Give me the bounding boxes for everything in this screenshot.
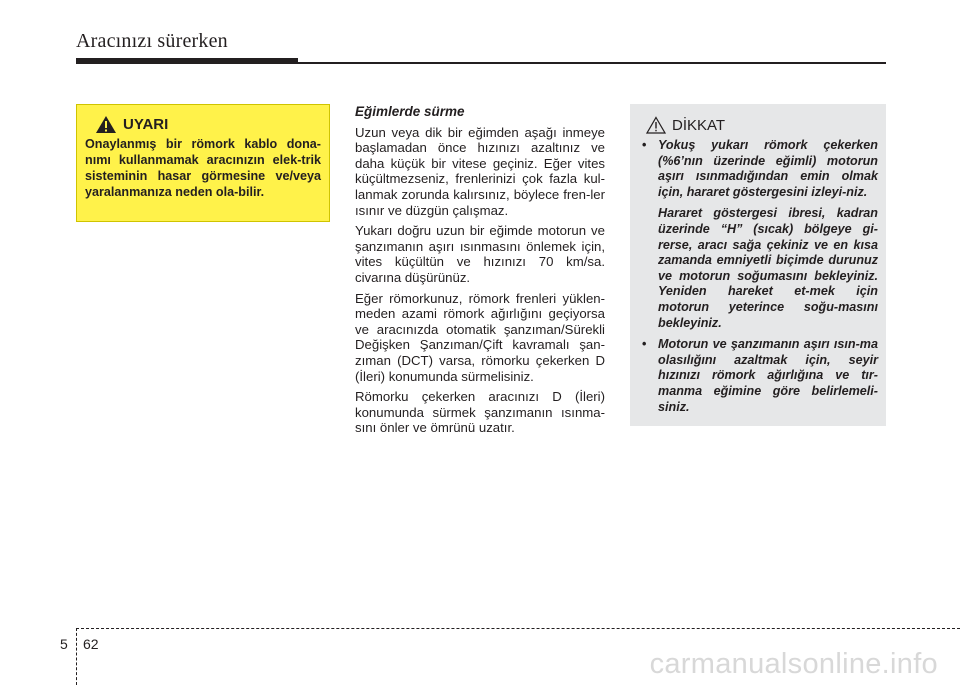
warning-text: Onaylanmış bir römork kablo dona-nımı kullanmamak aracınızın elek-trik sisteminin hasar görmesine ve/veya yaralanmanıza neden ola-bilir. [85, 137, 321, 199]
paragraph: Eğer römorkunuz, römork frenleri yüklen-meden azami römork ağırlığını geçiyorsa ve aracınızda otomatik şanzıman/Sürekli Değişken Şanzıman/Çift kavramalı şan-zıman (DCT) varsa, römorku çekerken D (İleri) konumunda sürmelisiniz. [355, 290, 605, 384]
warning-triangle-icon [95, 115, 117, 134]
caution-title: DİKKAT [672, 116, 726, 134]
caution-item-subtext: Hararet göstergesi ibresi, kadran üzerinde “H” (sıcak) bölgeye gi-rerse, aracı sağa çekiniz ve en kısa zamanda emniyetli biçimde durunuz ve motorun soğumasını bekleyiniz. Yeniden hareket et-mek için motorun yeterince soğu-masını bekleyiniz. [658, 206, 878, 330]
warning-box [76, 104, 330, 222]
section-heading: Eğimlerde sürme [355, 104, 465, 119]
caution-box [630, 104, 886, 426]
caution-item-text: Yokuş yukarı römork çekerken (%6’nın üzerinde eğimli) motorun aşırı ısınmadığından emin olmak için, hararet göstergesini izleyi-niz. [658, 138, 878, 199]
main-text-column [355, 104, 605, 441]
paragraph: Yukarı doğru uzun bir eğimde motorun ve şanzımanın aşırı ısınmasını önlemek için, vites küçültün ve hızınızı 70 km/sa. civarına düşürünüz. [355, 223, 605, 285]
list-item [638, 138, 878, 331]
list-item [638, 337, 878, 415]
warning-title: UYARI [123, 116, 169, 133]
caution-triangle-icon [646, 116, 666, 134]
footer-divider [76, 628, 960, 629]
caution-title-row [646, 116, 878, 134]
page-number: 62 [83, 636, 99, 652]
header-rule-thick [76, 58, 298, 64]
page-header-title: Aracınızı sürerken [76, 30, 228, 52]
watermark: carmanualsonline.info [649, 648, 938, 680]
bullet: • [642, 138, 647, 152]
warning-title-row [95, 115, 321, 134]
caution-item-text: Motorun ve şanzımanın aşırı ısın-ma olasılığını azaltmak için, seyir hızınızı römork ağırlığına ve tır-manma eğimine göre belirlemeli-siniz. [658, 337, 878, 414]
paragraph: Römorku çekerken aracınızı D (İleri) konumunda sürmek şanzımanın ısınma-sını önler ve ömrünü uzatır. [355, 389, 605, 436]
caution-list [638, 138, 878, 415]
bullet: • [642, 337, 647, 352]
header-rule-thin [298, 62, 886, 64]
paragraph: Uzun veya dik bir eğimden aşağı inmeye başlamadan önce hızınızı azaltınız ve daha küçük bir vitese geçiniz. Eğer vites küçültmezseniz, frenlerinizi çok fazla kul-lanmak zorunda kalırsınız, böylece fren-ler ısınır ve düzgün çalışmaz. [355, 124, 605, 218]
chapter-number: 5 [60, 636, 68, 652]
footer-vertical-divider [76, 628, 77, 685]
